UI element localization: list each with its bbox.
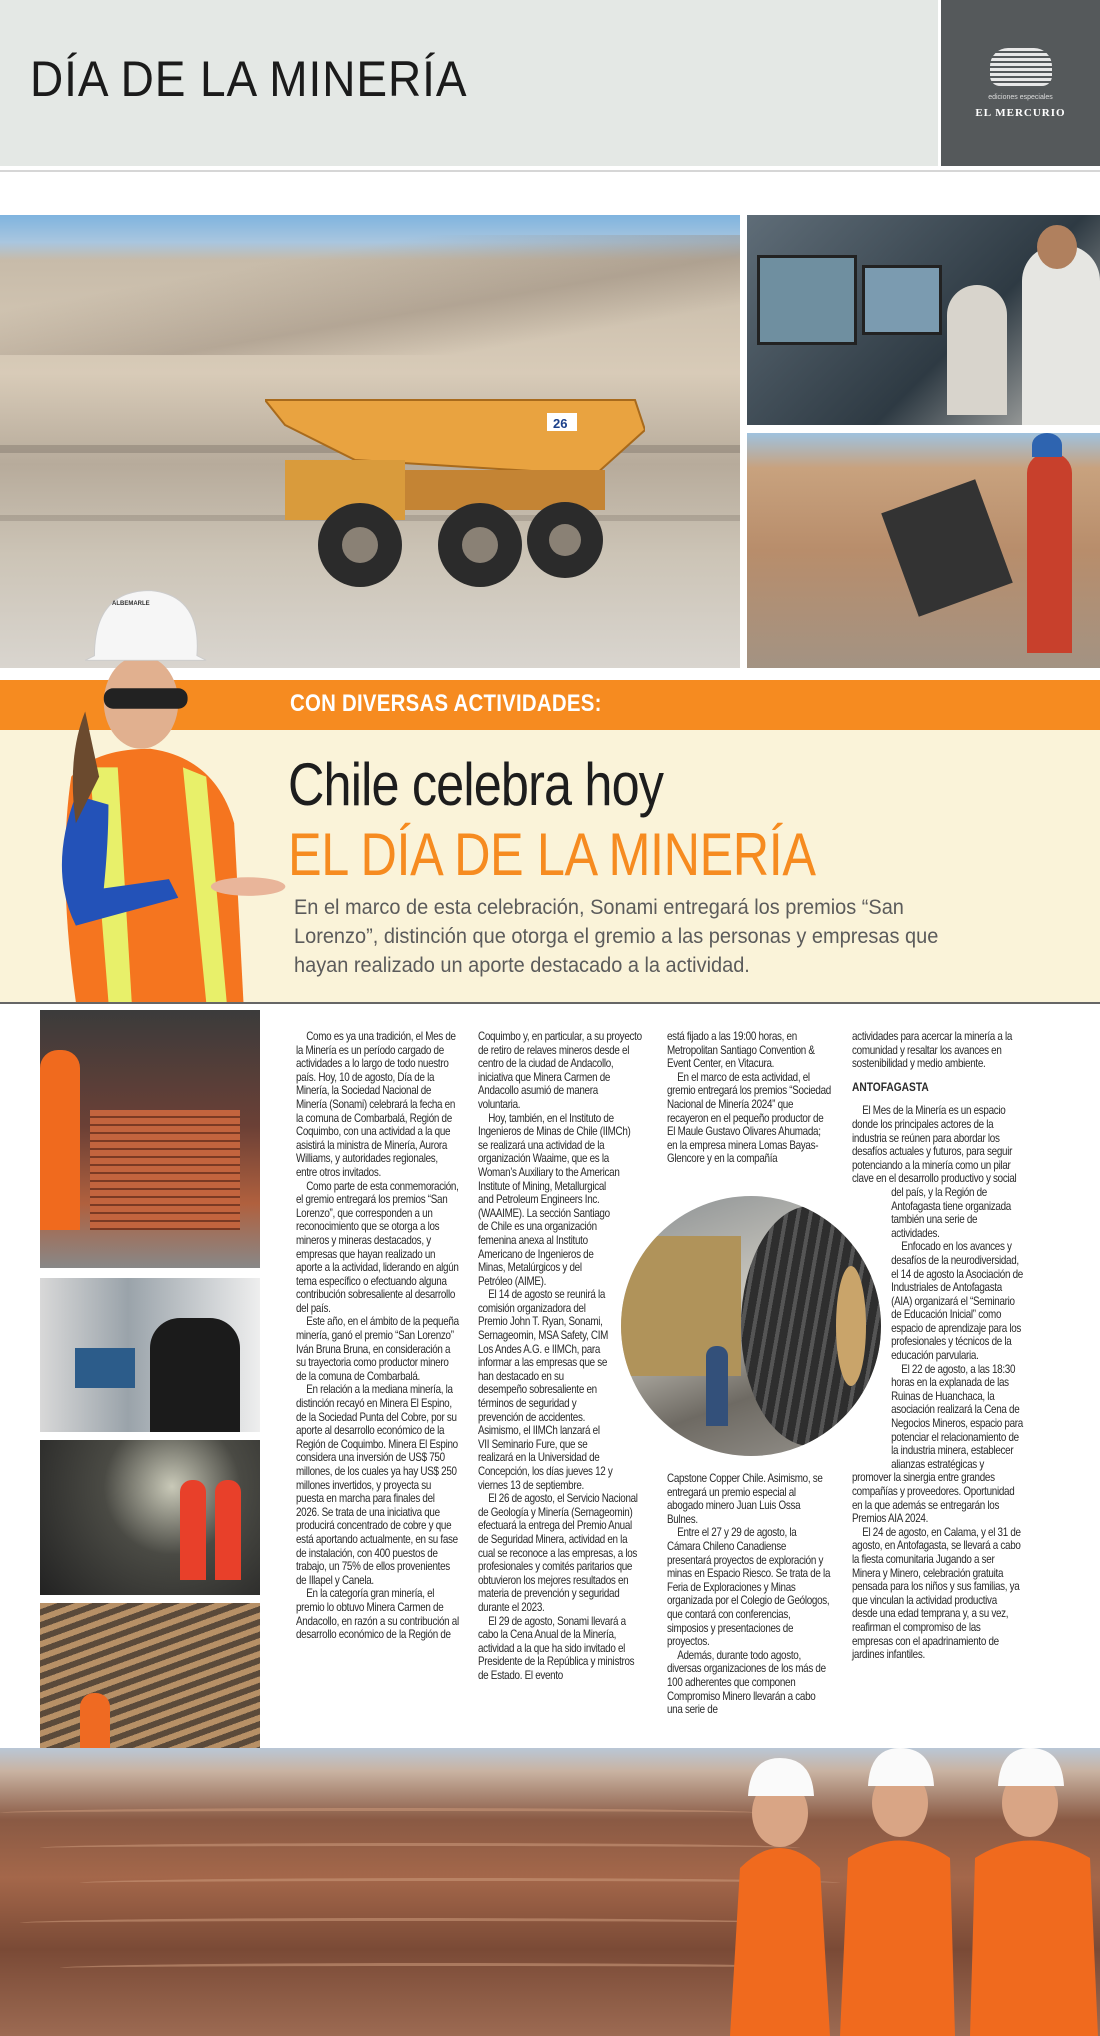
article-paragraph: está fijado a las 19:00 horas, en Metropolitan Santiago Convention & Event Center, en Vitacura. xyxy=(667,1030,815,1071)
headline-line1: Chile celebra hoy xyxy=(288,751,664,818)
article-paragraph: El 29 de agosto, Sonami llevará a cabo la Cena Anual de la Minería, actividad a la que ha sido invitado el Presidente de la República y ministros de Estado. El evento xyxy=(478,1614,635,1682)
photo-strip xyxy=(32,1004,268,1832)
article-column-2 xyxy=(478,1030,642,1683)
article-paragraph: Hoy, también, en el Instituto de Ingenieros de Minas de Chile (IIMCh) se realizará una actividad de la organización Waaime, que es la Woman’s Auxiliary to the American Institute of Mining, Metallurgical and Petroleum Engineers Inc. (WAAIME). La sección Santiago de Chile es una organización femenina anexa al Instituto Americano de Ingenieros de Minas, Metalúrgicos y del Petróleo (AIME). xyxy=(478,1111,631,1288)
el-mercurio-logo xyxy=(941,0,1100,166)
article-paragraph: El 26 de agosto, el Servicio Nacional de Geología y Minería (Sernageomin) efectuará la entrega del Premio Anual de Seguridad Minera, actividad en la cual se reconoce a las empresas, a los profesionales y comités paritarios que obtuvieron los mejores resultados en materia de prevención y seguridad durante el 2023. xyxy=(478,1492,638,1614)
article-paragraph: El 24 de agosto, en Calama, y el 31 de agosto, en Antofagasta, se llevará a cabo la fiesta comunitaria Jugando a ser Minera y Minero, celebración gratuita pensada para los niños y sus familias, ya que vinculan la actividad productiva desde una edad temprana y, a su vez, reafirman el compromiso de las empresas con el apadrinamiento de jardines infantiles. xyxy=(852,1525,1021,1662)
logo-subtitle: ediciones especiales xyxy=(988,93,1053,101)
women-miners-group xyxy=(720,1748,1100,2036)
article-paragraph: El Mes de la Minería es un espacio donde los principales actores de la industria se reúnen para abordar los desafíos actuales y futuros, para seguir potenciando a la minería como un pilar clave en el desarrollo productivo y social del país, y la Región de Antofagasta tiene organizada también una serie de actividades. xyxy=(852,1104,1017,1240)
article-paragraph: Este año, en el ámbito de la pequeña minería, ganó el premio “San Lorenzo” Iván Bruna Bruna, en consideración a su trayectoria como productor minero de la comuna de Combarbalá. xyxy=(296,1315,459,1383)
giant-tire-photo xyxy=(618,1193,884,1459)
article-paragraph: Como es ya una tradición, el Mes de la Minería es un período cargado de actividades a lo largo de todo nuestro país. Hoy, 10 de agosto, Día de la Minería, la Sociedad Nacional de Minería (Sonami) celebrará la fecha en la comuna de Combarbalá, Región de Coquimbo, con una actividad a la que asistirá la ministra de Minería, Aurora Williams, y autoridades regionales, entre otros invitados. xyxy=(296,1030,456,1179)
truck-number: 26 xyxy=(553,416,568,431)
article-paragraph: El 22 de agosto, a las 18:30 horas en la explanada de las Ruinas de Huanchaca, la asociación realizará la Cena de Negocios Mineros, espacio para potenciar el relacionamiento de la industria minera, establecer alianzas estratégicas y promover la sinergia entre grandes compañías y proveedores. Oportunidad en la que además se entregarán los Premios AIA 2024. xyxy=(852,1362,1023,1526)
article-column-1 xyxy=(296,1030,460,1642)
mine-site-workers-photo xyxy=(747,433,1100,668)
kicker-text: CON DIVERSAS ACTIVIDADES: xyxy=(290,690,602,717)
article-paragraph: Coquimbo y, en particular, a su proyecto de retiro de relaves mineros desde el centro de la ciudad de Andacollo, iniciativa que Minera Carmen de Andacollo asumió de manera voluntaria. xyxy=(478,1030,642,1111)
woman-miner-photo xyxy=(20,560,290,1002)
helmet-brand: ALBEMARLE xyxy=(112,601,150,607)
logo-mark-icon xyxy=(990,48,1052,86)
article-subhead: ANTOFAGASTA xyxy=(852,1079,929,1094)
article-paragraph: Capstone Copper Chile. Asimismo, se entregará un premio especial al abogado minero Juan Luis Ossa Bulnes. xyxy=(667,1472,823,1526)
headline-line2: EL DÍA DE LA MINERÍA xyxy=(288,821,816,888)
section-title: DÍA DE LA MINERÍA xyxy=(30,51,468,107)
article-paragraph: actividades para acercar la minería a la comunidad y resaltar los avances en sostenibilidad y medio ambiente. xyxy=(852,1030,1013,1071)
control-room-photo xyxy=(747,215,1100,425)
article-paragraph: En relación a la mediana minería, la distinción recayó en Minera El Espino, de la Sociedad Punta del Cobre, por su aporte al desarrollo económico de la Región de Coquimbo. Minera El Espino considera una inversión de US$ 750 millones, de los cuales ya hay US$ 250 millones invertidos, y proyecta su puesta en marcha para finales del 2026. Se trata de una iniciativa que producirá concentrado de cobre y que está aportando actualmente, en su fase de instalación, con 400 puestos de trabajo, un 75% de ellos provenientes de Illapel y Canela. xyxy=(296,1383,458,1587)
article-column-3-bottom xyxy=(667,1472,832,1717)
article-paragraph: Como parte de esta conmemoración, el gremio entregará los premios “San Lorenzo”, que corresponden a un reconocimiento que se otorga a los mineros y mineras destacados, y empresas que hayan realizado un aporte a la actividad, liderando en algún tema específico o efectuando alguna contribución sobresaliente al desarrollo del país. xyxy=(296,1179,459,1315)
article-paragraph: Además, durante todo agosto, diversas organizaciones de los más de 100 adherentes que componen Compromiso Minero llevarán a cabo una serie de xyxy=(667,1648,826,1717)
article-paragraph: Enfocado en los avances y desafíos de la neurodiversidad, el 14 de agosto la Asociación de Industriales de Antofagasta (AIA) organizará el “Seminario de Educación Inicial” como espacio de aprendizaje para los profesionales y técnicos de la educación parvularia. xyxy=(891,1240,1023,1363)
underground-tunnel-photo xyxy=(40,1440,260,1595)
article-paragraph: En el marco de esta actividad, el gremio entregará los premios “Sociedad Nacional de Minería 2024” que recayeron en el pequeño productor de El Maule Gustavo Olivares Ahumada; en la empresa minera Lomas Bayas-Glencore y en la compañía xyxy=(667,1070,831,1166)
deck-text: En el marco de esta celebración, Sonami entregará los premios “San Lorenzo”, distinción que otorga el gremio a las personas y empresas que hayan realizado un aporte destacado a la actividad. xyxy=(294,896,939,977)
vr-training-photo xyxy=(40,1278,260,1432)
article-paragraph: Entre el 27 y 29 de agosto, la Cámara Chileno Canadiense presentará proyectos de exploración y minas en Espacio Riesco. Se trata de la Feria de Exploraciones y Minas organizada por el Colegio de Geólogos, que contará con conferencias, simposios y presentaciones de proyectos. xyxy=(667,1526,831,1649)
haul-truck xyxy=(265,380,645,590)
article-column-3-top xyxy=(667,1030,832,1166)
article-paragraph: El 14 de agosto se reunirá la comisión organizadora del Premio John T. Ryan, Sonami, Sernageomin, MSA Safety, CIM Los Andes A.G. e IIMCh, para informar a las empresas que se han destacado en su desempeño sobresaliente en términos de seguridad y prevención de accidentes. Asimismo, el IIMCh lanzará el VII Seminario Fure, que se realizará en la Universidad de Concepción, los días jueves 12 y viernes 13 de septiembre. xyxy=(478,1288,613,1492)
logo-name: EL MERCURIO xyxy=(975,106,1066,119)
open-pit-mine-photo xyxy=(0,1748,1100,2036)
copper-cathodes-photo xyxy=(40,1010,260,1268)
article-paragraph: En la categoría gran minería, el premio lo obtuvo Minera Carmen de Andacollo, en razón a su contribución al desarrollo económico de la Región de xyxy=(296,1587,459,1642)
divider xyxy=(0,170,1100,172)
